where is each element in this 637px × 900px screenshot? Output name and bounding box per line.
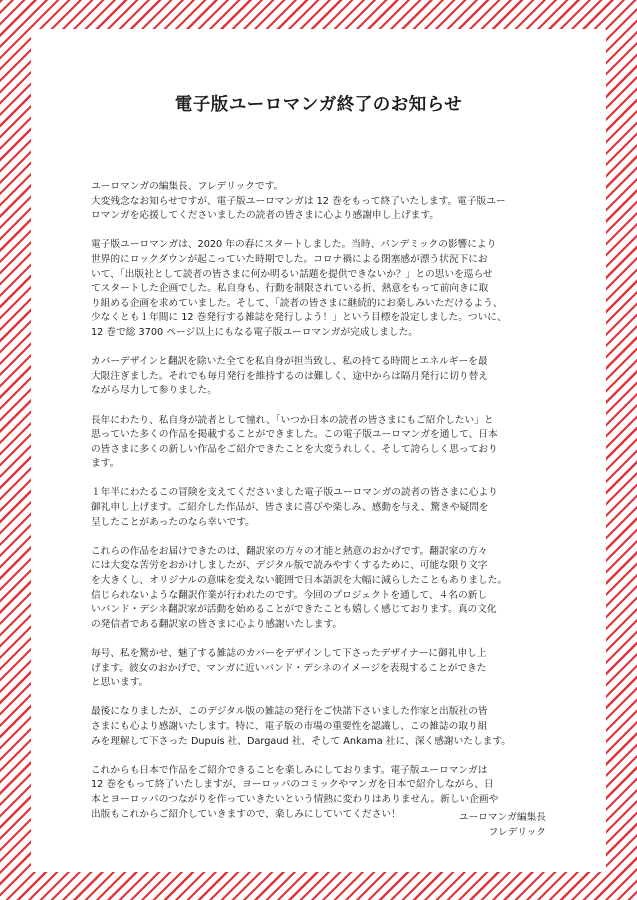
letter-body [91,180,546,837]
paragraph-greeting: ユーロマンガの編集長、フレデリックです。 大変残念なお知らせですが、電子版ユーロマンガは 12 巻をもって終了いたします。電子版ユー ロマンガを応援してくださいましたの読者の皆さまに心より感謝申し上げます。 [91,181,506,222]
paragraph-designer: 毎号、私を驚かせ、魅了する雑誌のカバーをデザインして下さったデザイナーに御礼申し上 げます。彼女のおかげで、マンガに近いバンド・デシネのイメージを表現することができた と思います。 [91,648,487,689]
signature-name: フレデリック [488,826,546,838]
paragraph-readers-thanks: １年半にわたるこの冒険を支えてくださいました電子版ユーロマンガの読者の皆さまに心より 御礼申し上げます。ご紹介した作品が、皆さまに喜びや楽しみ、感動を与え、驚きや疑問を 呈したことがあったのなら幸いです。 [91,487,498,528]
paragraph-translators: これらの作品をお届けできたのは、翻訳家の方々の才能と熱意のおかげです。翻訳家の方々 には大変な苦労をおかけしましたが、デジタル版で読みやすくするために、可能な限り文字 を大きくし、オリジナルの意味を変えない範囲で日本語訳を大幅に減らしたこともありました。 信じられないような翻訳作業が行われたのです。今回のプロジェクトを通して、４名の新し いバンド・デシネ翻訳家が活動を始めることができたことも嬉しく感じております。真の文化 の発信者である翻訳家の皆さまに心より感謝いたします。 [91,545,508,630]
page-title: 電子版ユーロマンガ終了のお知らせ [174,95,463,115]
signature-title: ユーロマンガ編集長 [458,812,546,823]
notice-page [31,29,606,872]
paragraph-closing: これからも日本で作品をご紹介できることを楽しみにしております。電子版ユーロマンガは 12 巻をもって終了いたしますが、ヨーロッパのコミックやマンガを日本で紹介しながら、日 本とヨーロッパのつながりを作っていきたいという情熱に変わりはありません。新しい企画や 出版もこれからご紹介していきますので、楽しみにしていてください！ [91,764,499,820]
paragraph-publishers: 最後になりましたが、このデジタル版の雑誌の発行をご快諾下さいました作家と出版社の皆 さまにも心より感謝いたします。特に、電子版の市場の重要性を認識し、この雑誌の取り組 みを理解して下さった Dupuis 社、Dargaud 社、そして Ankama 社に、深く感謝いたします。 [91,706,511,747]
paragraph-works: 長年にわたり、私自身が読者として憧れ、「いつか日本の読者の皆さまにもご紹介したい」と 思っていた多くの作品を掲載することができました。この電子版ユーロマンガを通して、日本 の皆さまに多くの新しい作品をご紹介できたことを大変うれしく、そして誇らしく思っており ます。 [91,414,498,470]
paragraph-history: 電子版ユーロマンガは、2020 年の春にスタートしました。当時、パンデミックの影響により 世界的にロックダウンが起こっていた時期でした。コロナ禍による閉塞感が漂う状況下にお いて、「出版社として読者の皆さまに何か明るい話題を提供できないか？」との思いを巡らせ てスタートした企画でした。私自身も、行動を制限されている折、熱意をもって前向きに取 り組める企画を求めていました。そして、「読者の皆さまに継続的にお楽しみいただけるよう、 少なくとも１年間に 12 巻発行する雑誌を発行しよう！」という目標を設定しました。ついに、 12 巻で総 3700 ページ以上にもなる電子版ユーロマンガが完成しました。 [91,239,507,338]
paragraph-effort: カバーデザインと翻訳を除いた全てを私自身が担当致し、私の持てる時間とエネルギーを最 大限注ぎました。それでも毎月発行を維持するのは難しく、途中からは隔月発行に切り替え ながら尽力して参りました。 [91,356,488,397]
signature [91,811,546,840]
